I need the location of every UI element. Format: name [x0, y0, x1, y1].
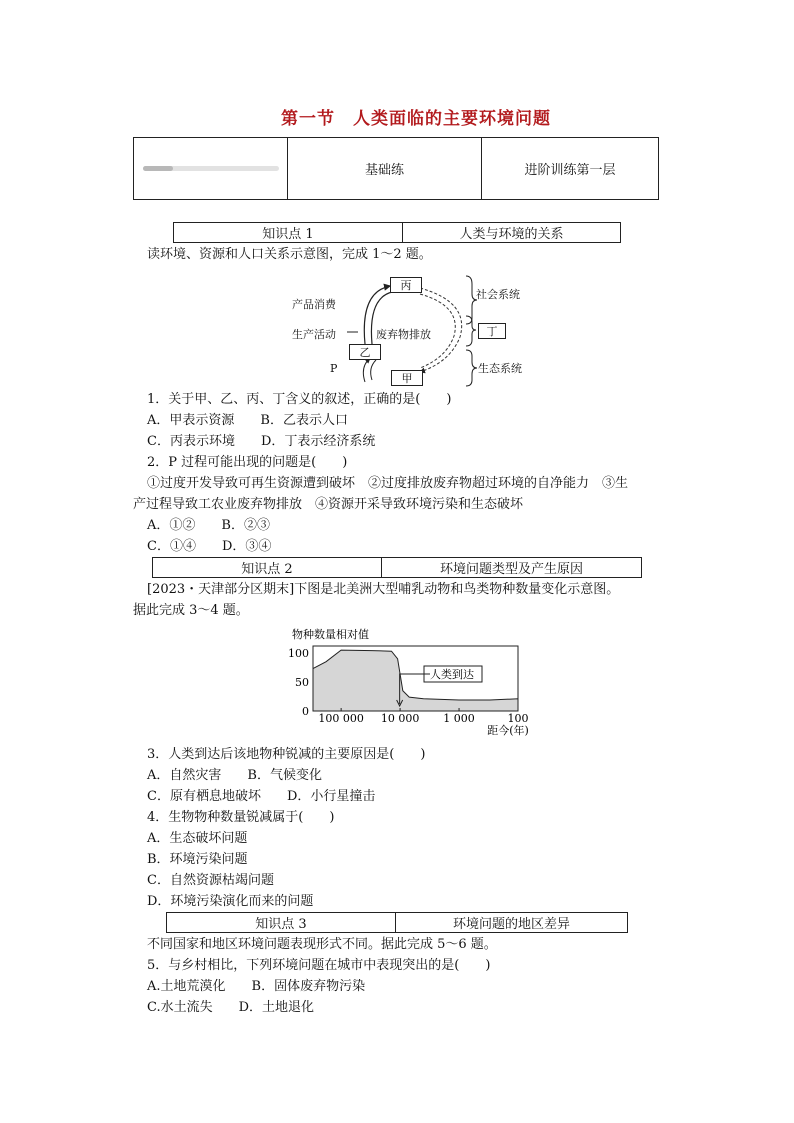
- label-p: P: [330, 362, 338, 375]
- knowledge-point-2: [152, 557, 642, 578]
- chart-ylabel: 物种数量相对值: [292, 628, 369, 641]
- chart-xtick-label: 1 000: [443, 712, 475, 725]
- label-waste: 废弃物排放: [376, 328, 431, 341]
- label-produce: 生产活动: [292, 328, 336, 341]
- chart-xlabel: 距今(年): [487, 724, 529, 737]
- kp-label: 知识点 1: [174, 223, 403, 242]
- box-yi: 乙: [349, 344, 381, 360]
- intro-2-line2: 据此完成 3～4 题。: [133, 603, 249, 618]
- label-consume: 产品消费: [292, 298, 336, 311]
- chart-ytick-label: 0: [302, 705, 309, 718]
- chart-xtick-label: 10 000: [380, 712, 420, 725]
- intro-2-line1: [2023・天津部分区期末]下图是北美洲大型哺乳动物和鸟类物种数量变化示意图。: [147, 582, 620, 597]
- q1-options-ab: A．甲表示资源 B．乙表示人口: [147, 413, 348, 428]
- knowledge-point-1: [173, 222, 621, 243]
- chart-annotation: 人类到达: [430, 668, 474, 681]
- q5-stem: 5．与乡村相比，下列环境问题在城市中表现突出的是( ): [147, 958, 491, 973]
- intro-3: 不同国家和地区环境问题表现形式不同。据此完成 5～6 题。: [147, 937, 497, 952]
- q2-statements-2: 产过程导致工农业废弃物排放 ④资源开采导致环境污染和生态破坏: [133, 497, 524, 512]
- page-title: 第一节 人类面临的主要环境问题: [281, 109, 551, 129]
- q4-option-a: A．生态破坏问题: [147, 831, 248, 846]
- box-ding: 丁: [478, 323, 506, 339]
- q1-stem: 1．关于甲、乙、丙、丁含义的叙述，正确的是( ): [147, 392, 452, 407]
- chart-ytick-label: 50: [295, 675, 309, 689]
- kp-label: 知识点 3: [167, 913, 396, 932]
- q3-stem: 3．人类到达后该地物种锐减的主要原因是( ): [147, 747, 426, 762]
- chart-xtick-label: 100: [507, 712, 529, 725]
- header-table: [133, 137, 659, 200]
- kp-topic: 人类与环境的关系: [459, 227, 564, 242]
- q5-options-ab: A.土地荒漠化 B．固体废弃物污染: [147, 979, 366, 994]
- kp-topic: 环境问题的地区差异: [452, 917, 570, 932]
- header-cell-basic: 基础练: [288, 138, 482, 199]
- kp-topic: 环境问题类型及产生原因: [439, 562, 583, 577]
- q1-options-cd: C．丙表示环境 D．丁表示经济系统: [147, 434, 376, 449]
- q2-stem: 2．P 过程可能出现的问题是( ): [147, 455, 348, 470]
- q2-statements-1: ①过度开发导致可再生资源遭到破坏 ②过度排放废弃物超过环境的自净能力 ③生: [147, 476, 629, 491]
- box-bing: 丙: [390, 277, 422, 293]
- q4-option-c: C．自然资源枯竭问题: [147, 873, 274, 888]
- header-logo-cell: [134, 138, 288, 199]
- q3-options-cd: C．原有栖息地破坏 D．小行星撞击: [147, 789, 376, 804]
- header-cell-advanced: 进阶训练第一层: [524, 163, 616, 178]
- chart-xtick-label: 100 000: [318, 712, 364, 725]
- q4-stem: 4．生物物种数量锐减属于( ): [147, 810, 335, 825]
- logo-bar-icon: [143, 166, 279, 171]
- intro-1: 读环境、资源和人口关系示意图，完成 1～2 题。: [147, 247, 432, 262]
- species-chart: [280, 622, 530, 742]
- q4-option-d: D．环境污染演化而来的问题: [147, 894, 314, 909]
- q4-option-b: B．环境污染问题: [147, 852, 248, 867]
- q5-options-cd: C.水土流失 D．土地退化: [147, 1000, 315, 1015]
- label-eco-system: 生态系统: [478, 362, 522, 375]
- knowledge-point-3: [166, 912, 628, 933]
- chart-area-series: [313, 650, 518, 711]
- kp-label: 知识点 2: [153, 558, 382, 577]
- relationship-diagram: [280, 272, 540, 392]
- q3-options-ab: A．自然灾害 B．气候变化: [147, 768, 322, 783]
- box-jia: 甲: [391, 370, 423, 386]
- q2-options-cd: C．①④ D．③④: [147, 539, 272, 554]
- q2-options-ab: A．①② B．②③: [147, 518, 270, 533]
- label-social-system: 社会系统: [476, 288, 520, 301]
- chart-ytick-label: 100: [288, 646, 309, 660]
